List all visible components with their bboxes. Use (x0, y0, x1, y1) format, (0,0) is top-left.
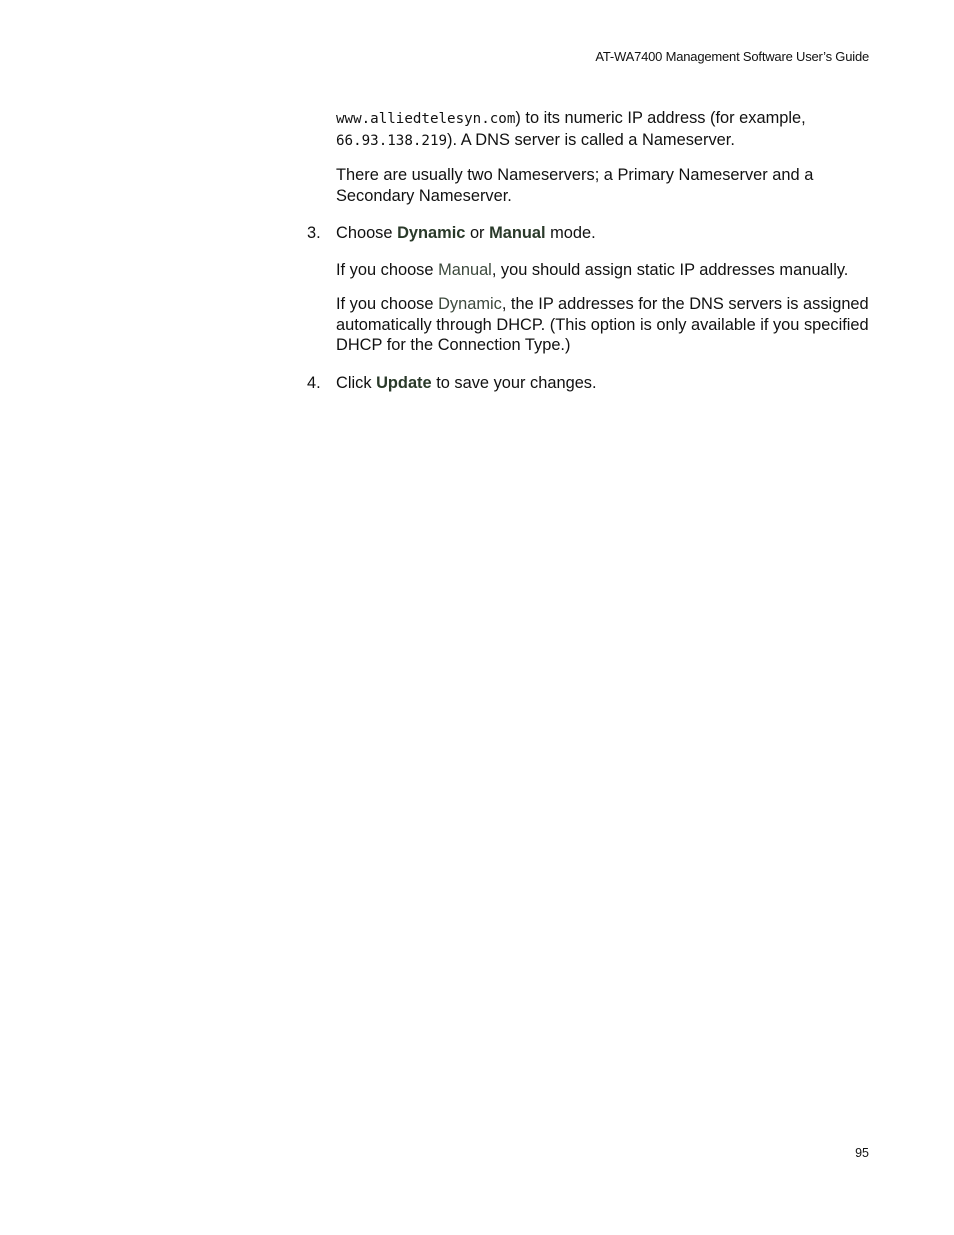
text-span: , you should assign static IP addresses manually. (491, 260, 849, 279)
text-span: mode. (545, 224, 596, 242)
text-span: Click (336, 373, 377, 392)
text-span: to save your changes. (431, 373, 597, 392)
step-number: 3. (307, 224, 321, 242)
text-span: ) to its numeric IP address (for example, (515, 109, 806, 127)
text-span: or (465, 224, 490, 242)
text-span: , the IP addresses for the DNS servers is assigned automatically through DHCP. (This option is only available if you specified DHCP for the Connection Type.) (336, 295, 869, 354)
page-number: 95 (855, 1146, 869, 1160)
text-span: Choose (336, 224, 398, 242)
dynamic-mode-paragraph (336, 294, 876, 356)
manual-reference: Manual (438, 260, 492, 279)
step-4 (307, 373, 876, 394)
example-domain: www.alliedtelesyn.com (336, 111, 516, 127)
page-content (307, 108, 876, 409)
text-span: ). A DNS server is called a Nameserver. (447, 130, 735, 149)
step-3 (307, 223, 876, 244)
example-ip-address: 66.93.138.219 (336, 132, 448, 149)
text-span: If you choose (336, 260, 439, 279)
step-number: 4. (307, 373, 321, 392)
running-header: AT-WA7400 Management Software User’s Guide (595, 49, 869, 64)
dynamic-option-label: Dynamic (397, 224, 466, 242)
dynamic-reference: Dynamic (438, 295, 502, 313)
nameservers-paragraph: There are usually two Nameservers; a Primary Nameserver and a Secondary Nameserver. (336, 166, 814, 205)
manual-mode-paragraph (336, 260, 876, 281)
manual-option-label: Manual (489, 224, 546, 242)
text-span: If you choose (336, 295, 439, 313)
dns-description-paragraph (336, 108, 876, 151)
update-button-label: Update (376, 373, 432, 392)
